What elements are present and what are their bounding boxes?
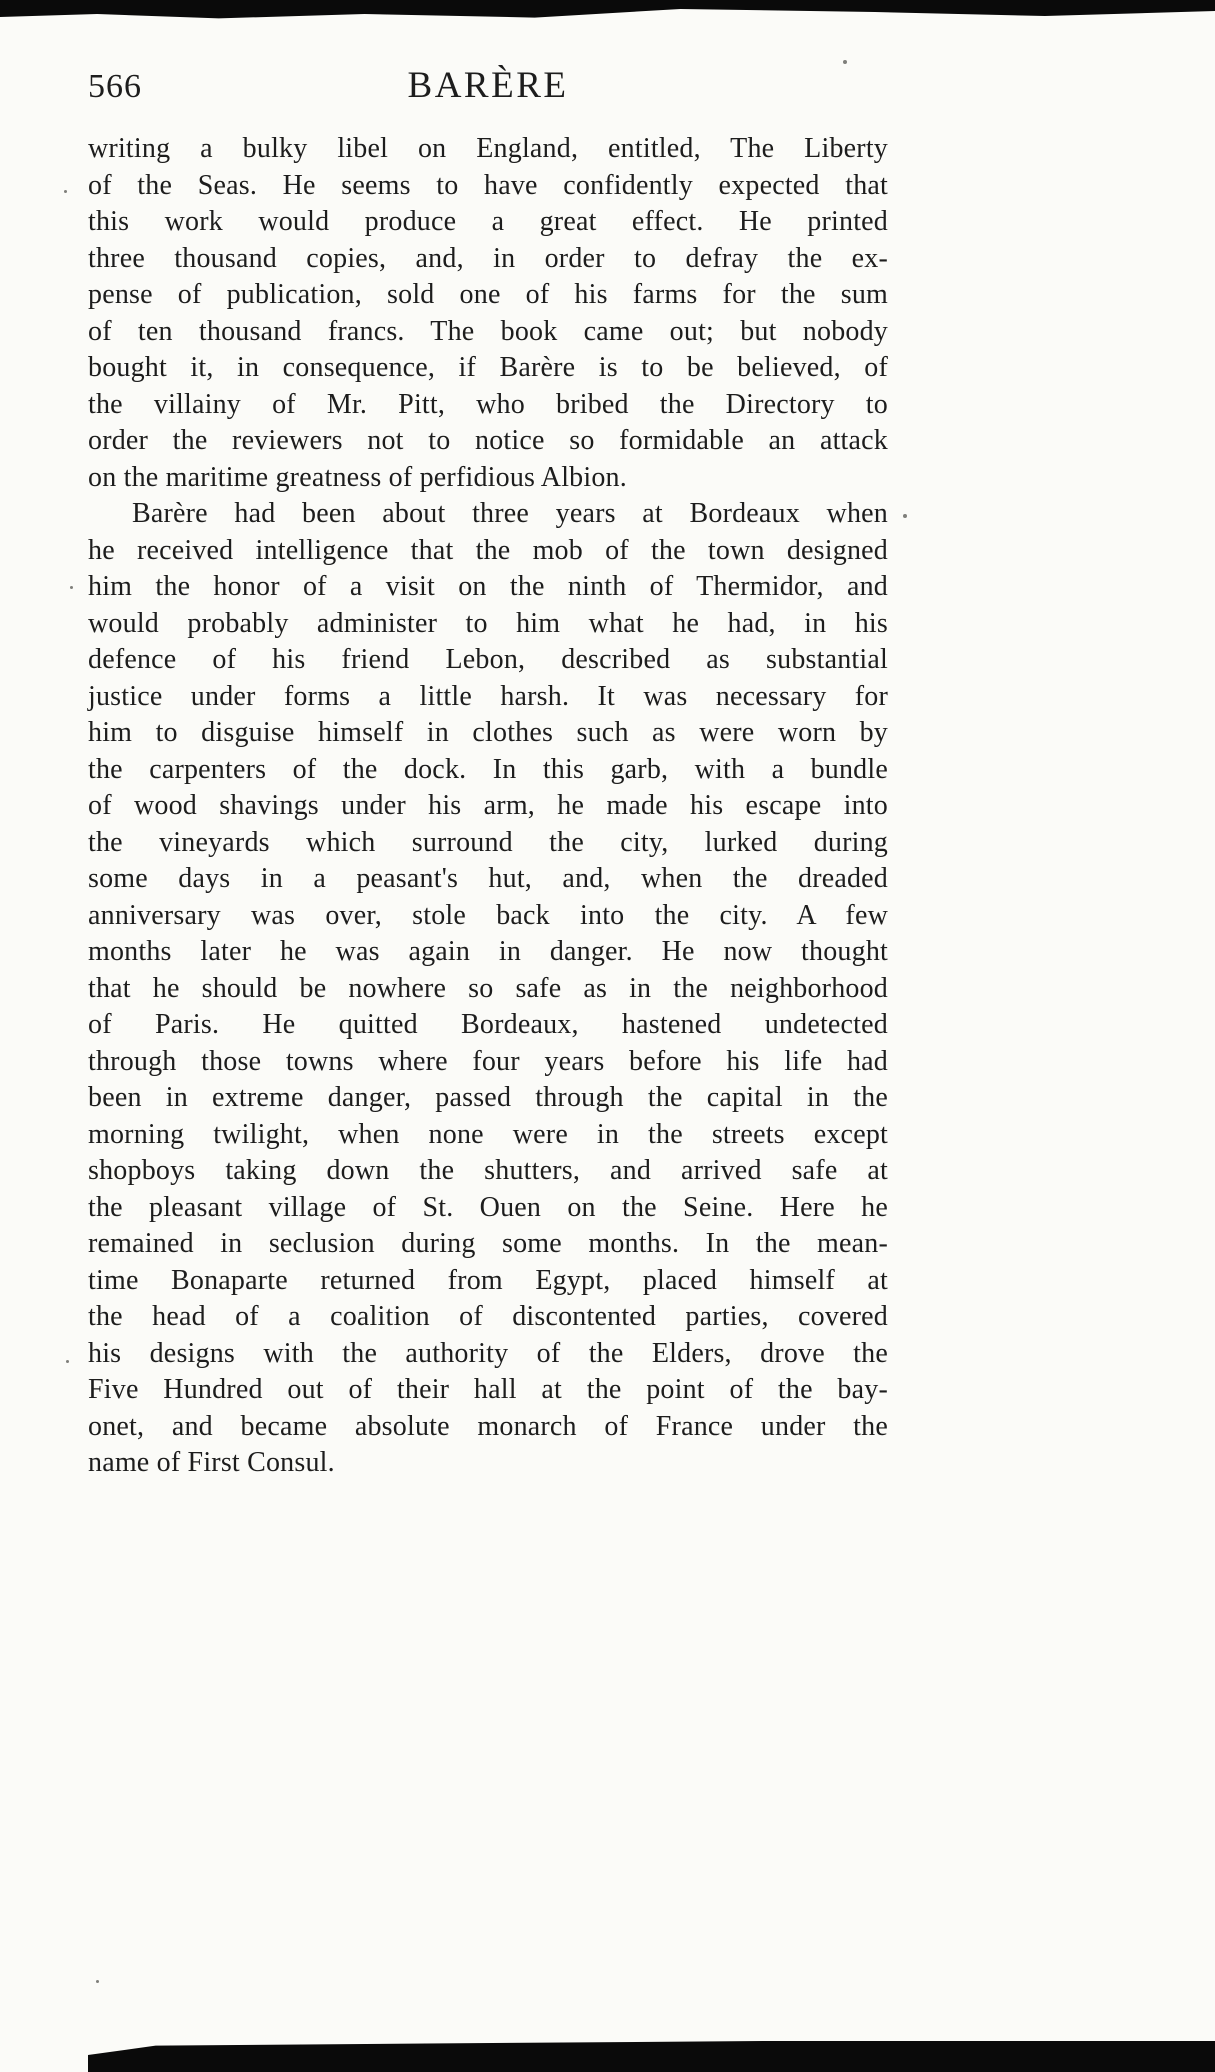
text-line: anniversary was over, stole back into the city. A few (88, 899, 888, 931)
page-title: BARÈRE (407, 65, 569, 106)
text-line: him the honor of a visit on the ninth of Thermidor, and (88, 571, 888, 602)
scan-speck (96, 1980, 99, 1983)
text-line: the vineyards which surround the city, lurked during (88, 826, 888, 858)
text-line: pense of publication, sold one of his farms for the sum (88, 279, 888, 310)
scan-edge-bottom (88, 2041, 1215, 2072)
text-line: through those towns where four years before his life had (88, 1045, 888, 1077)
text-line: Barère had been about three years at Bordeaux when (132, 498, 888, 529)
text-line: him to disguise himself in clothes such as were worn by (88, 717, 888, 748)
text-line: morning twilight, when none were in the streets except (88, 1118, 888, 1150)
text-line: name of First Consul. (88, 1447, 335, 1478)
text-line: of the Seas. He seems to have confidently expected that (88, 169, 888, 201)
text-line: some days in a peasant's hut, and, when the dreaded (88, 863, 888, 894)
page-number: 566 (88, 68, 142, 105)
scan-speck (903, 514, 907, 518)
text-block (88, 131, 888, 1482)
paragraph (88, 131, 888, 496)
text-line: justice under forms a little harsh. It was necessary for (88, 680, 888, 712)
text-line: of Paris. He quitted Bordeaux, hastened undetected (88, 1009, 888, 1040)
text-line: the pleasant village of St. Ouen on the Seine. Here he (88, 1191, 888, 1223)
text-line: of ten thousand francs. The book came out; but nobody (88, 315, 888, 347)
text-line: that he should be nowhere so safe as in the neighborhood (88, 972, 888, 1004)
text-line: on the maritime greatness of perfidious Albion. (88, 461, 627, 493)
text-line: would probably administer to him what he had, in his (88, 607, 888, 639)
text-line: been in extreme danger, passed through the capital in the (88, 1082, 888, 1113)
text-line: months later he was again in danger. He now thought (88, 936, 888, 967)
text-line: remained in seclusion during some months. In the mean- (88, 1228, 888, 1259)
text-line: defence of his friend Lebon, described as substantial (88, 644, 888, 675)
page-header (88, 64, 888, 107)
scan-speck (70, 586, 73, 589)
text-line: the carpenters of the dock. In this garb, with a bundle (88, 753, 888, 785)
text-line: three thousand copies, and, in order to defray the ex- (88, 242, 888, 274)
paragraph (88, 496, 888, 1482)
page-content (88, 64, 888, 1482)
text-line: this work would produce a great effect. He printed (88, 206, 888, 237)
text-line: order the reviewers not to notice so formidable an attack (88, 425, 888, 456)
text-line: writing a bulky libel on England, entitled, The Liberty (88, 133, 888, 164)
text-line: Five Hundred out of their hall at the point of the bay- (88, 1374, 888, 1405)
text-line: of wood shavings under his arm, he made his escape into (88, 790, 888, 821)
text-line: bought it, in consequence, if Barère is to be believed, of (88, 352, 888, 383)
text-line: the head of a coalition of discontented parties, covered (88, 1301, 888, 1332)
scan-speck (64, 190, 67, 193)
text-line: time Bonaparte returned from Egypt, placed himself at (88, 1264, 888, 1296)
text-line: the villainy of Mr. Pitt, who bribed the Directory to (88, 388, 888, 420)
scan-speck (66, 1360, 69, 1363)
scan-edge-top (0, 0, 1215, 20)
text-line: shopboys taking down the shutters, and arrived safe at (88, 1155, 888, 1186)
text-line: his designs with the authority of the Elders, drove the (88, 1337, 888, 1369)
text-line: onet, and became absolute monarch of France under the (88, 1410, 888, 1442)
text-line: he received intelligence that the mob of the town designed (88, 534, 888, 566)
